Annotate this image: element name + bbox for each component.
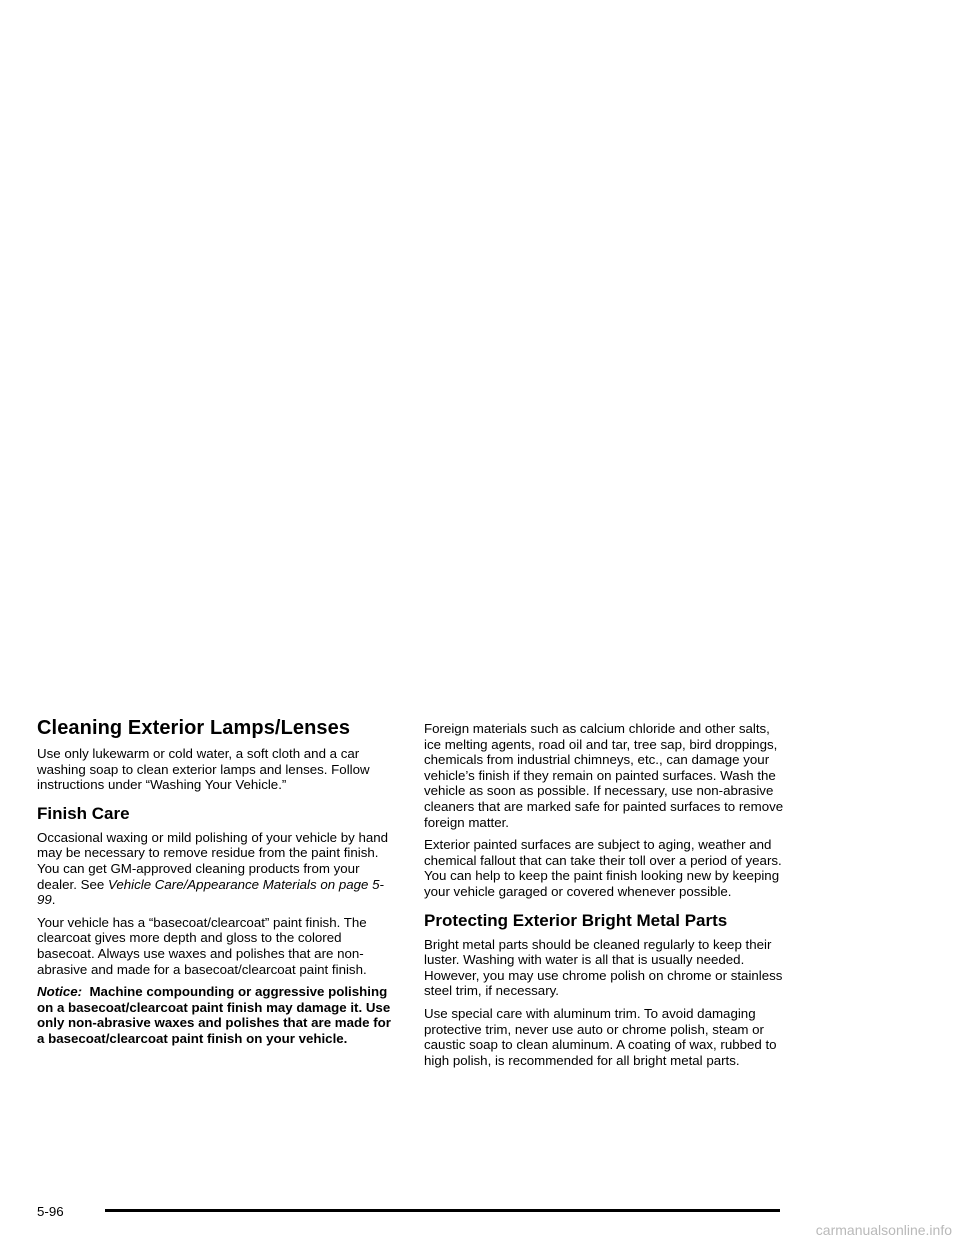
section-title-cleaning-lamps: Cleaning Exterior Lamps/Lenses <box>37 717 351 739</box>
footer-divider <box>105 1209 780 1212</box>
finish-care-paragraph-1-end: . <box>51 892 56 908</box>
finish-care-paragraph-1-text: Occasional waxing or mild polishing of your vehicle by hand may be necessary to remove residue from the paint finish. You can get GM-approved cleaning products from your dealer. See <box>37 829 389 892</box>
finish-care-paragraph-2: Your vehicle has a “basecoat/clearcoat” paint finish. The clearcoat gives more depth and gloss to the colored basecoat. Always use waxes and polishes that are non-abrasive and made for a basecoat/clearcoat paint finish. <box>37 914 367 977</box>
page-number: 5-96 <box>37 1204 64 1219</box>
left-column <box>37 716 397 1054</box>
cleaning-lamps-paragraph: Use only lukewarm or cold water, a soft cloth and a car washing soap to clean exterior lamps and lenses. Follow instructions under “Washing Your Vehicle.” <box>37 746 370 793</box>
section-title-bright-metal: Protecting Exterior Bright Metal Parts <box>424 910 728 930</box>
bright-metal-paragraph-2: Use special care with aluminum trim. To avoid damaging protective trim, never use auto or chrome polish, steam or caustic soap to clean aluminum. A coating of wax, rubbed to high polish, is recommended for all bright metal parts. <box>424 1005 777 1068</box>
bright-metal-paragraph-1: Bright metal parts should be cleaned regularly to keep their luster. Washing with water is all that is usually needed. However, you may use chrome polish on chrome or stainless steel trim, if necessary. <box>424 936 783 999</box>
watermark: carmanualsonline.info <box>815 1222 952 1238</box>
cross-reference-link[interactable]: Vehicle Care/Appearance Materials on page 5-99 <box>37 876 384 908</box>
notice-block <box>37 984 397 1046</box>
right-column <box>424 716 784 1075</box>
finish-care-paragraph-1 <box>37 830 397 908</box>
notice-text: Machine compounding or aggressive polishing on a basecoat/clearcoat paint finish may damage it. Use only non-abrasive waxes and polishes that are made for a basecoat/clearcoat paint finish on your vehicle. <box>37 984 391 1046</box>
painted-surfaces-paragraph: Exterior painted surfaces are subject to aging, weather and chemical fallout that can take their toll over a period of years. You can help to keep the paint finish looking new by keeping your vehicle garaged or covered whenever possible. <box>424 837 782 899</box>
section-title-finish-care: Finish Care <box>37 803 130 823</box>
foreign-materials-paragraph: Foreign materials such as calcium chloride and other salts, ice melting agents, road oil and tar, tree sap, bird droppings, chemicals from industrial chimneys, etc., can damage your vehicle’s finish if they remain on painted surfaces. Wash the vehicle as soon as possible. If necessary, use non-abrasive cleaners that are marked safe for painted surfaces to remove foreign matter. <box>424 721 784 830</box>
notice-label: Notice: <box>37 984 83 1000</box>
